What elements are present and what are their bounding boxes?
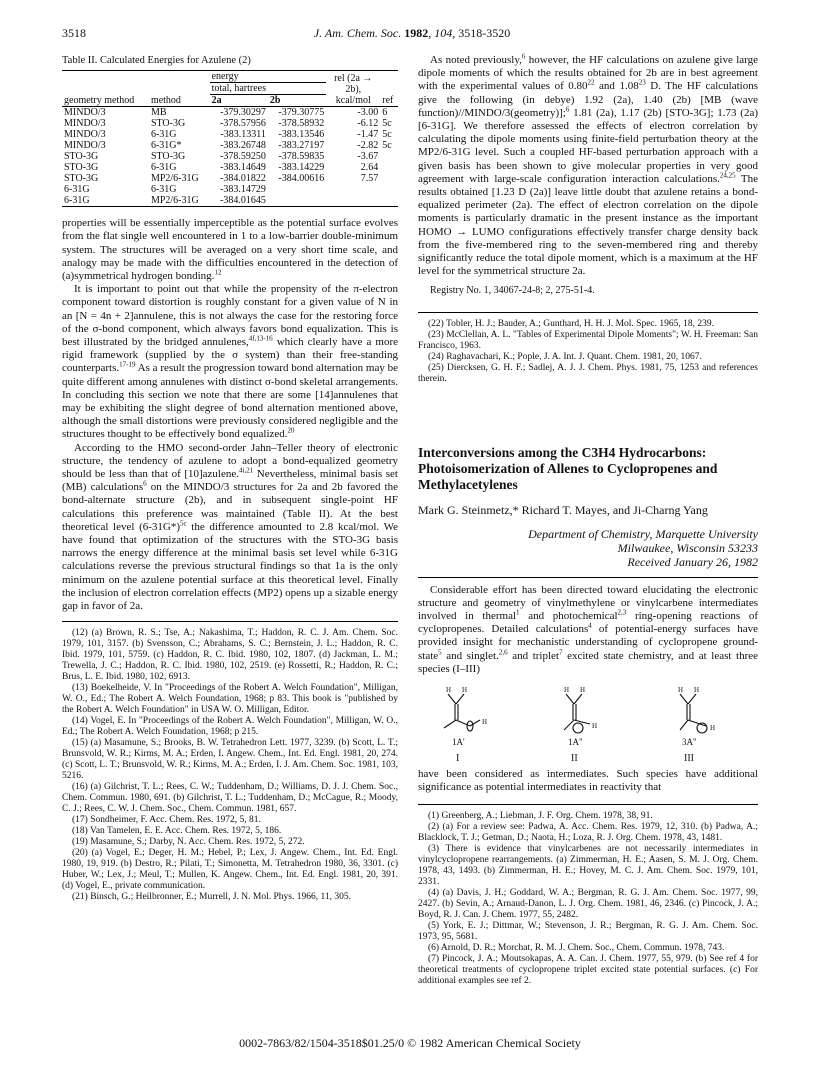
- footnote: (16) (a) Gilchrist, T. L.; Rees, C. W.; Tuddenham, D.; Williams, D. J. J. Chem. Soc., Chem. Commun. 1980, 691. (b) Gilchrist, T. L.; Tuddenham, D.; McCague, R.; Moody, C. J.; Rees, C. W. J. Chem. Soc., Chem. Commun. 1981, 657.: [62, 782, 398, 815]
- reference: (6) Arnold, D. R.; Morchat, R. M. J. Chem. Soc., Chem. Commun. 1978, 743.: [428, 943, 725, 954]
- structure-number: I: [456, 753, 460, 765]
- left-para-1: properties will be essentially imperceptible as the potential surface evolves from the flat single well encountered in 1 to a low-barrier double-minimum system. The structures will be averaged on a very short time scale, and analogy may be made with the difficulties encountered in the detection of (a)symmetrical hydrogen bonding.$^{12}$: [62, 217, 398, 283]
- table-row: [62, 118, 398, 129]
- journal-name: J. Am. Chem. Soc.: [313, 26, 402, 40]
- footnote: (13) Boekelheide, V. In "Proceedings of the Robert A. Welch Foundation", Milligan, W. O., Ed.; The Robert A. Welch Foundation, 1968; p 83. This book is "published by the Robert A. Welch Foundation" in USA W. O. Milligan, Editor.: [62, 683, 398, 716]
- th-2b: 2b: [269, 95, 281, 107]
- cell-geometry: STO-3G: [64, 173, 99, 185]
- cell-rel: [326, 184, 380, 195]
- right-para-1: As noted previously,$^6$ however, the HF calculations on azulene give large dipole moments of which the results obtained for 2b are in best agreement with the experimental values of 0.80$^{22}$ and 1.08$^{23}$ D. The HF calculations give the following (in debye) 1.92 (2a), 1.40 (2b) [MB (wave function)//MINDO/3(geometry)];$^6$ 1.81 (2a), 1.17 (2b) [STO-3G]; 1.73 (2a) [6-31G]. We therefore assessed the effects of electron correlation by calculating the dipole moments using finite-field perturbation theory at the MP2/6-31G level. Such a coupled HF-based perturbation approach with a given basis has been shown to give molecular properties in very good agreement with large-scale configuration interaction calculations.$^{24,25}$ The results obtained [1.23 D (2a)] leave little doubt that azulene retains a bond-equalized perimeter (2a). The effect of electron correlation on the dipole moments is particularly dramatic in the present instance as the important HOMO → LUMO configurations effectively transfer charge density back from the five-membered ring to the seven-membered ring and thereby significantly reduce the total dipole moment, which is a maximum at the HF level for the symmetrical structure 2a.: [418, 52, 759, 278]
- cell-rel: 2.64: [360, 162, 379, 174]
- atom-label: H: [592, 722, 598, 731]
- cell-method: MP2/6-31G: [150, 195, 199, 207]
- cell-method: 6-31G: [150, 184, 177, 196]
- cell-geometry: STO-3G: [64, 151, 99, 163]
- page-number: 3518: [62, 26, 86, 40]
- cell-2a: -384.01645: [220, 195, 266, 207]
- atom-label: H: [694, 686, 700, 695]
- footnote: (18) Van Tamelen, E. E. Acc. Chem. Res. 1972, 5, 186.: [72, 826, 282, 837]
- reference: (3) There is evidence that vinylcarbenes are not necessarily intermediates in vinylcyclopropene rearrangements. (a) Zimmerman, H. E.; Aasen, S. M. J. Org. Chem. 1978, 43, 1493. (b) Zimmerman, H. E.; Hovey, M. C. J. Am. Chem. Soc. 1979, 101, 2331.: [418, 844, 758, 888]
- cell-method: MP2/6-31G: [150, 173, 199, 185]
- journal-pages: 3518-3520: [458, 26, 511, 40]
- cell-2b: [268, 195, 326, 207]
- cell-2a: -384.01822: [220, 173, 266, 185]
- reference: (1) Greenberg, A.; Liebman, J. F. Org. Chem. 1978, 38, 91.: [428, 811, 653, 822]
- cell-method: STO-3G: [150, 118, 186, 130]
- left-para-3: According to the HMO second-order Jahn–Teller theory of electronic structure, the tendency of azulene to adopt a bond-equalized geometry should be less than that of [10]azulene.$^{4i,21}$ Nevertheless, minimal basis set (MB) calculations$^6$ on the MINDO/3 structures for 2a and 2b favored the bond-alternate structure (2b), and in subsequent single-point HF calculations this preference was maintained (Table II). At the best theoretical level $(6-31G*)^{5c}$ the difference amounted to 2.8 kcal/mol. We have found that optimization of the structures with the STO-3G basis narrows the energy difference at the minimal basis set level while 6-31G calculations reverse the previous structural findings so that 1a is the only minimum on the azulene potential surface at this theoretical level. Finally the inclusion of electron correlation effects (MP2) opens up a sizable energy gap in favor of 2a.: [62, 441, 399, 613]
- cell-geometry: 6-31G: [64, 184, 90, 196]
- reference: (22) Tobler, H. J.; Bauder, A.; Gunthard, H. H. J. Mol. Spec. 1965, 18, 239.: [428, 318, 715, 329]
- cell-2b: -379.30775: [278, 107, 325, 119]
- cell-geometry: STO-3G: [64, 162, 99, 174]
- table-row: [62, 140, 398, 151]
- atom-label: H: [462, 686, 468, 695]
- cell-rel: [326, 195, 380, 207]
- cell-2a: -383.26748: [220, 140, 266, 152]
- atom-label: H: [580, 686, 586, 695]
- cell-2b: -383.27197: [278, 140, 325, 152]
- cell-2a: -383.14729: [220, 184, 266, 196]
- cell-rel: -2.82: [357, 140, 379, 152]
- page-footer: 0002-7863/82/1504-3518$01.25/0 © 1982 American Chemical Society: [239, 1036, 581, 1050]
- atom-label: H: [482, 718, 488, 727]
- cell-2b: [268, 184, 326, 195]
- journal-volume: 104: [434, 26, 453, 40]
- state-label: 3A": [682, 737, 697, 748]
- atom-label: H: [678, 686, 684, 695]
- cell-2a: -378.57956: [220, 118, 266, 130]
- cell-ref: [380, 184, 398, 195]
- th-ref: ref: [382, 95, 394, 107]
- cell-method: MB: [150, 107, 167, 119]
- cell-rel: -1.47: [357, 129, 379, 141]
- cell-geometry: 6-31G: [64, 195, 90, 207]
- th-rel: rel (2a → 2b), kcal/mol: [334, 73, 373, 107]
- cell-2a: -378.59250: [220, 151, 266, 163]
- th-method: method: [150, 95, 181, 107]
- footnote: (20) (a) Vogel, E.; Deger, H. M.; Hebel, P.; Lex, J. Angew. Chem., Int. Ed. Engl. 1980, 19, 919. (b) Destro, R.; Pilati, T.; Simonetta, M. Tetrahedron 1980, 36, 3301. (c) Huber, W.; Lex, J.; Meul, T.; Mullen, K. Angew. Chem., Int. Ed. Engl. 1981, 20, 391. (d) Vogel, E., private communication.: [62, 848, 398, 892]
- cell-ref: 5c: [382, 140, 392, 152]
- reference: (4) (a) Davis, J. H.; Goddard, W. A.; Bergman, R. G. J. Am. Chem. Soc. 1977, 99, 2427. (b) Sevin, A.; Arnaud-Danon, L. J. Org. Chem. 1981, 46, 2346. (c) Pincock, J. A.; Boyd, R. J. Can. J. Chem. 1977, 55, 2482.: [418, 888, 758, 921]
- cell-geometry: MINDO/3: [64, 129, 106, 141]
- right-column: [418, 54, 758, 987]
- th-2a: 2a: [211, 95, 222, 107]
- affiliation-dept: Department of Chemistry, Marquette University: [528, 526, 758, 541]
- th-geometry: geometry method: [64, 95, 135, 107]
- left-footnotes: [62, 621, 398, 903]
- footnote: (17) Sondheimer, F. Acc. Chem. Res. 1972, 5, 81.: [72, 815, 261, 826]
- atom-label: H: [446, 686, 452, 695]
- cell-2b: -384.00616: [278, 173, 325, 185]
- reference: (2) (a) For a review see: Padwa, A. Acc. Chem. Res. 1979, 12, 310. (b) Padwa, A.; Blacklock, T. J.; Getman, D.; Naota, H.; Loza, R. J. Org. Chem. 1978, 43, 1481.: [418, 822, 758, 844]
- cell-2b: -378.58932: [278, 118, 325, 130]
- cell-method: 6-31G: [150, 162, 177, 174]
- cell-method: STO-3G: [150, 151, 186, 163]
- footnote: (21) Binsch, G.; Heilbronner, E.; Murrell, J. N. Mol. Phys. 1966, 11, 305.: [72, 892, 351, 903]
- footnote: (12) (a) Brown, R. S.; Tse, A.; Nakashima, T.; Haddon, R. C. J. Am. Chem. Soc. 1979, 101, 3157. (b) Svensson, C.; Abrahams, S. C.; Bernstein, J. L.; Haddon, R. C. Ibid. 1979, 101, 5759. (c) Haddon, R. C. Ibid. 1980, 102, 1807. (d) Jackman, L. M.; Trewella, J. C.; Haddon, R. C. Ibid. 1980, 102, 2519. (e) Rossetti, R.; Haddon, R. C.; Brus, L. E. Ibid. 1980, 102, 6913.: [62, 628, 398, 683]
- journal-citation: J. Am. Chem. Soc. 1982, 104, 3518-3520: [313, 26, 511, 40]
- cell-ref: 5c: [382, 129, 392, 141]
- reference: (5) York, E. J.; Dittmar, W.; Stevenson, J. R.; Bergman, R. G. J. Am. Chem. Soc. 1973, 95, 5681.: [418, 921, 758, 943]
- th-energy: energy: [210, 71, 327, 83]
- table-row: [62, 162, 398, 173]
- footnote: (15) (a) Masamune, S.; Brooks, B. W. Tetrahedron Lett. 1977, 3239. (b) Scott, L. T.; Brunsvold, W. R.; Kirms, M. A.; Erden, I. Angew. Chem., Int. Ed. Engl. 1981, 20, 274. (c) Scott, L. T.; Brunsvold, W. R.; Kirms, M. A.; Erden, I. J. Am. Chem. Soc. 1981, 103, 5216.: [62, 738, 398, 782]
- right-para-3: have been considered as intermediates. Such species have additional significance as potential intermediates in reactivity that: [418, 768, 758, 794]
- cell-2b: -383.13546: [278, 129, 325, 141]
- atom-label: H: [564, 686, 570, 695]
- running-header: [62, 26, 762, 42]
- table-row: [62, 107, 398, 119]
- cell-rel: -3.00: [357, 107, 379, 119]
- divider: [418, 577, 758, 578]
- cell-2a: -379.30297: [220, 107, 266, 119]
- table-caption: Table II. Calculated Energies for Azulene (2): [62, 55, 251, 66]
- state-label: 1A': [452, 737, 465, 748]
- cell-geometry: MINDO/3: [64, 140, 106, 152]
- cell-ref: 5c: [382, 118, 392, 130]
- right-para-2: Considerable effort has been directed toward elucidating the electronic structure and geometry of vinylmethylene or vinylcarbene intermediates involved in thermal$^1$ and photochemical$^{2,3}$ ring-opening reactions of cyclopropenes. Detailed calculations$^4$ of potential-energy surfaces have provided insight for mechanistic understanding of cyclopropene ground-state$^5$ and singlet.$^{2,6}$ and triplet$^7$ excited state chemistry, and at least three species (I–III): [418, 583, 759, 675]
- journal-year: 1982: [404, 26, 429, 40]
- reference: (23) McClellan, A. L. "Tables of Experimental Dipole Moments"; W. H. Freeman: San Francisco, 1963.: [418, 329, 758, 351]
- article-authors: Mark G. Steinmetz,* Richard T. Mayes, and Ji-Charng Yang: [418, 502, 708, 517]
- article-references: [418, 804, 758, 987]
- left-column: [62, 54, 398, 903]
- received-date: Received January 26, 1982: [627, 554, 758, 569]
- article-title: Interconversions among the C3H4 Hydrocarbons: Photoisomerization of Allenes to Cyclopropenes and Methylacetylenes: [418, 444, 718, 492]
- cell-geometry: MINDO/3: [64, 107, 106, 119]
- structure-number: III: [684, 753, 694, 765]
- cell-ref: 6: [382, 107, 388, 119]
- table-row: [62, 151, 398, 162]
- cell-2a: -383.13311: [220, 129, 266, 141]
- cell-rel: -3.67: [357, 151, 379, 163]
- table-row: [62, 195, 398, 207]
- reference: (24) Raghavachari, K.; Pople, J. A. Int. J. Quant. Chem. 1981, 20, 1067.: [428, 351, 702, 362]
- cell-ref: [380, 173, 398, 184]
- cell-ref: [380, 162, 398, 173]
- cell-method: 6-31G: [150, 129, 177, 141]
- cell-ref: [380, 195, 398, 207]
- cell-2a: -383.14649: [220, 162, 266, 174]
- cell-rel: -6.12: [357, 118, 379, 130]
- atom-label: H: [710, 724, 716, 733]
- cell-method: 6-31G*: [150, 140, 182, 152]
- vinylcarbene-structures: [418, 680, 758, 766]
- cell-2b: -378.59835: [278, 151, 325, 163]
- left-para-2: It is important to point out that while the propensity of the π-electron component toward distortion is roughly constant for a given value of N in an [N = 4n + 2]annulene, this is not always the case for the restoring force of the σ-bond component, which always favors bond equalization. This is best illustrated by the bridged annulenes,$^{4f,13-16}$ which clearly have a more rigid framework (supplied by the σ system) than their free-standing counterparts.$^{17-19}$ As a result the progression toward bond alternation may be quite different among annulenes with distinct σ-bond skeletal arrangements. In concluding this section we note that there are some [14]annulenes that may be exhibiting the slight degree of bond alternation mentioned above, although the small distortions were previously considered negligible and the structures thought to be effectively bond equalized.$^{20}$: [62, 283, 398, 441]
- reference: (25) Diercksen, G. H. F.; Sadlej, A. J. J. Chem. Phys. 1981, 75, 1253 and references therein.: [418, 362, 758, 384]
- cell-geometry: MINDO/3: [64, 118, 106, 130]
- table-row: [62, 184, 398, 195]
- cell-ref: [380, 151, 398, 162]
- footnote: (19) Masamune, S.; Darby, N. Acc. Chem. Res. 1972, 5, 272.: [72, 837, 305, 848]
- reference: (7) Pincock, J. A.; Moutsokapas, A. A. Can. J. Chem. 1977, 55, 979. (b) See ref 4 for theoretical treatments of cyclopropene triplet excited state potential surfaces. (c) For additional examples see ref 2.: [418, 954, 758, 987]
- registry-numbers: Registry No. 1, 34067-24-8; 2, 275-51-4.: [430, 285, 595, 297]
- structure-number: II: [571, 753, 578, 765]
- state-label: 1A": [568, 737, 583, 748]
- energy-table: [62, 70, 398, 207]
- table-row: [62, 173, 398, 184]
- table-row: [62, 129, 398, 140]
- th-total: total, hartrees: [210, 83, 327, 95]
- cell-2b: -383.14229: [278, 162, 325, 174]
- structure-labels: [418, 680, 758, 766]
- cell-rel: 7.57: [360, 173, 379, 185]
- footnote: (14) Vogel, E. In "Proceedings of the Robert A. Welch Foundation", Milligan, W. O., Ed.; The Robert A. Welch Foundation, 1968; p 215.: [62, 716, 398, 738]
- right-references: [418, 312, 758, 385]
- affiliation-city: Milwaukee, Wisconsin 53233: [617, 540, 758, 555]
